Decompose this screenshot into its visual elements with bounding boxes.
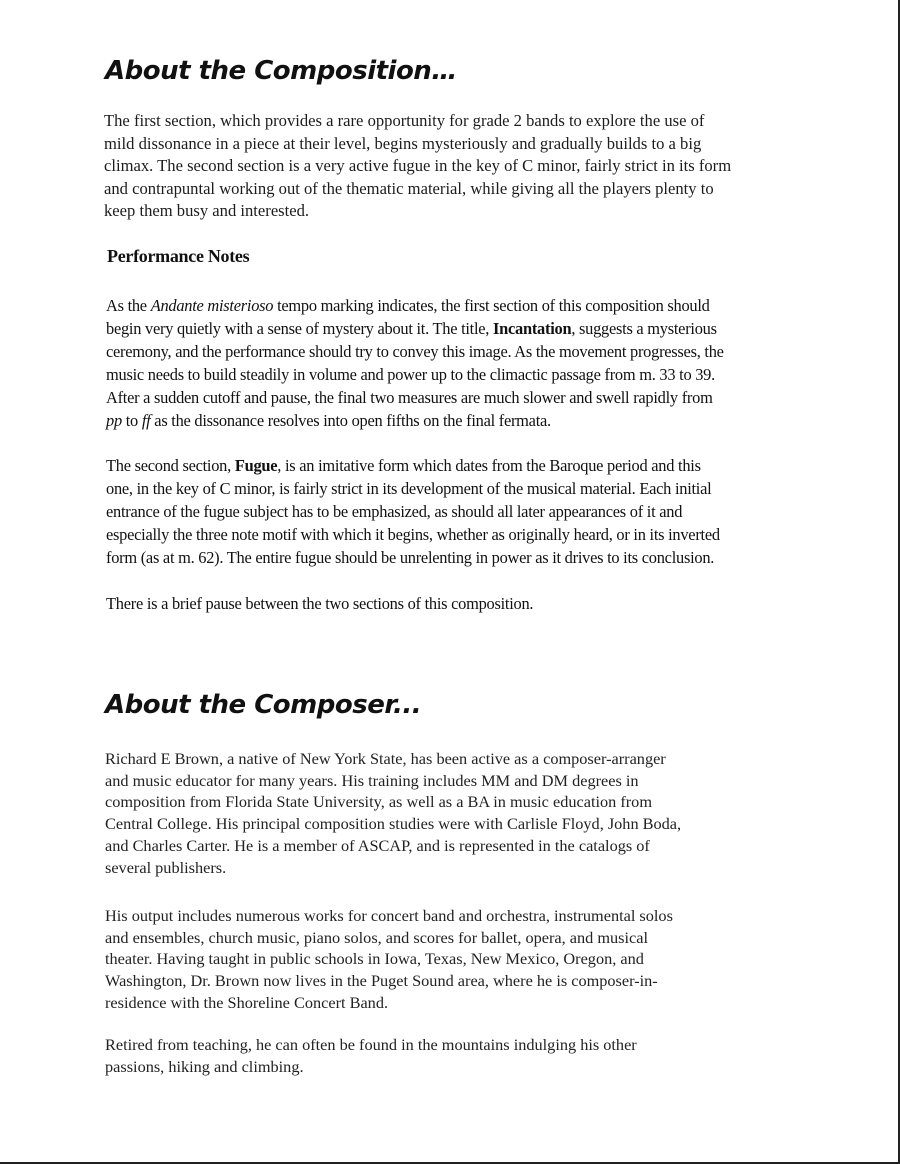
paragraph-line: passions, hiking and climbing. [105, 1056, 304, 1076]
paragraph-line: and music educator for many years. His training includes MM and DM degrees in [105, 770, 639, 790]
paragraph-line: mild dissonance in a piece at their level, begins mysteriously and gradually builds to a big [104, 133, 702, 153]
composer-paragraph-1 [105, 748, 817, 878]
paragraph-line: His output includes numerous works for concert band and orchestra, instrumental solos [105, 906, 673, 925]
performance-notes-heading: Performance Notes [107, 246, 250, 266]
paragraph-line: and ensembles, church music, piano solos, and scores for ballet, opera, and musical [105, 927, 649, 947]
line-text: , is an imitative form which dates from the Baroque period and this [277, 456, 701, 475]
paragraph-line [106, 409, 818, 432]
paragraph-line: ceremony, and the performance should try to convey this image. As the movement progresses, the [106, 342, 724, 361]
composition-title: Incantation [493, 319, 572, 338]
paragraph-line: After a sudden cutoff and pause, the final two measures are much slower and swell rapidly from [106, 388, 713, 407]
line-text: The second section, [106, 456, 235, 475]
composition-heading: About the Composition… [105, 56, 457, 86]
paragraph-line: music needs to build steadily in volume and power up to the climactic passage from m. 33 to 39. [106, 365, 715, 384]
paragraph-line [106, 454, 818, 477]
line-text: to [121, 411, 142, 430]
line-text: As the [106, 296, 151, 315]
paragraph-line: and contrapuntal working out of the thematic material, while giving all the players plenty to [104, 178, 714, 198]
line-text: , suggests a mysterious [571, 319, 717, 338]
composer-paragraph-2 [105, 905, 817, 1014]
paragraph-line: especially the three note motif with which it begins, whether as originally heard, or in its inverted [106, 525, 720, 544]
paragraph-line: Richard E Brown, a native of New York State, has been active as a composer-arranger [105, 749, 666, 768]
paragraph-line: form (as at m. 62). The entire fugue should be unrelenting in power as it drives to its conclusion. [106, 548, 715, 567]
paragraph-line: Retired from teaching, he can often be found in the mountains indulging his other [105, 1035, 637, 1054]
paragraph-line: The first section, which provides a rare opportunity for grade 2 bands to explore the use of [104, 111, 705, 130]
performance-notes-paragraph-1 [106, 294, 818, 432]
composition-intro-paragraph [104, 110, 816, 223]
performance-notes-paragraph-3 [106, 592, 818, 615]
paragraph-line: theater. Having taught in public schools in Iowa, Texas, New Mexico, Oregon, and [105, 949, 644, 969]
paragraph-line: climax. The second section is a very active fugue in the key of C minor, fairly strict in its form [104, 156, 732, 176]
movement-title: Fugue [234, 456, 278, 475]
paragraph-line [106, 294, 818, 317]
dynamic-ff: ff [141, 411, 151, 430]
composer-heading: About the Composer... [105, 690, 422, 720]
line-text: as the dissonance resolves into open fifths on the final fermata. [150, 411, 551, 430]
dynamic-pp: pp [106, 411, 122, 430]
paragraph-line: entrance of the fugue subject has to be emphasized, as should all later appearances of it and [106, 502, 683, 521]
tempo-marking: Andante misterioso [150, 296, 274, 315]
paragraph-line: keep them busy and interested. [104, 201, 310, 221]
paragraph-line: residence with the Shoreline Concert Band. [105, 992, 389, 1012]
line-text: tempo marking indicates, the first section of this composition should [273, 296, 710, 315]
paragraph-line: composition from Florida State University, as well as a BA in music education from [105, 792, 652, 812]
paragraph-line: and Charles Carter. He is a member of ASCAP, and is represented in the catalogs of [105, 835, 650, 855]
paragraph-line: There is a brief pause between the two sections of this composition. [106, 594, 534, 613]
performance-notes-paragraph-2 [106, 454, 818, 569]
composer-paragraph-3 [105, 1034, 817, 1077]
paragraph-line: several publishers. [105, 857, 227, 877]
line-text: begin very quietly with a sense of mystery about it. The title, [106, 319, 494, 338]
paragraph-line: one, in the key of C minor, is fairly strict in its development of the musical material. Each initial [106, 479, 712, 498]
paragraph-line: Washington, Dr. Brown now lives in the Puget Sound area, where he is composer-in- [105, 971, 658, 991]
paragraph-line: Central College. His principal composition studies were with Carlisle Floyd, John Boda, [105, 814, 682, 834]
paragraph-line [106, 317, 818, 340]
